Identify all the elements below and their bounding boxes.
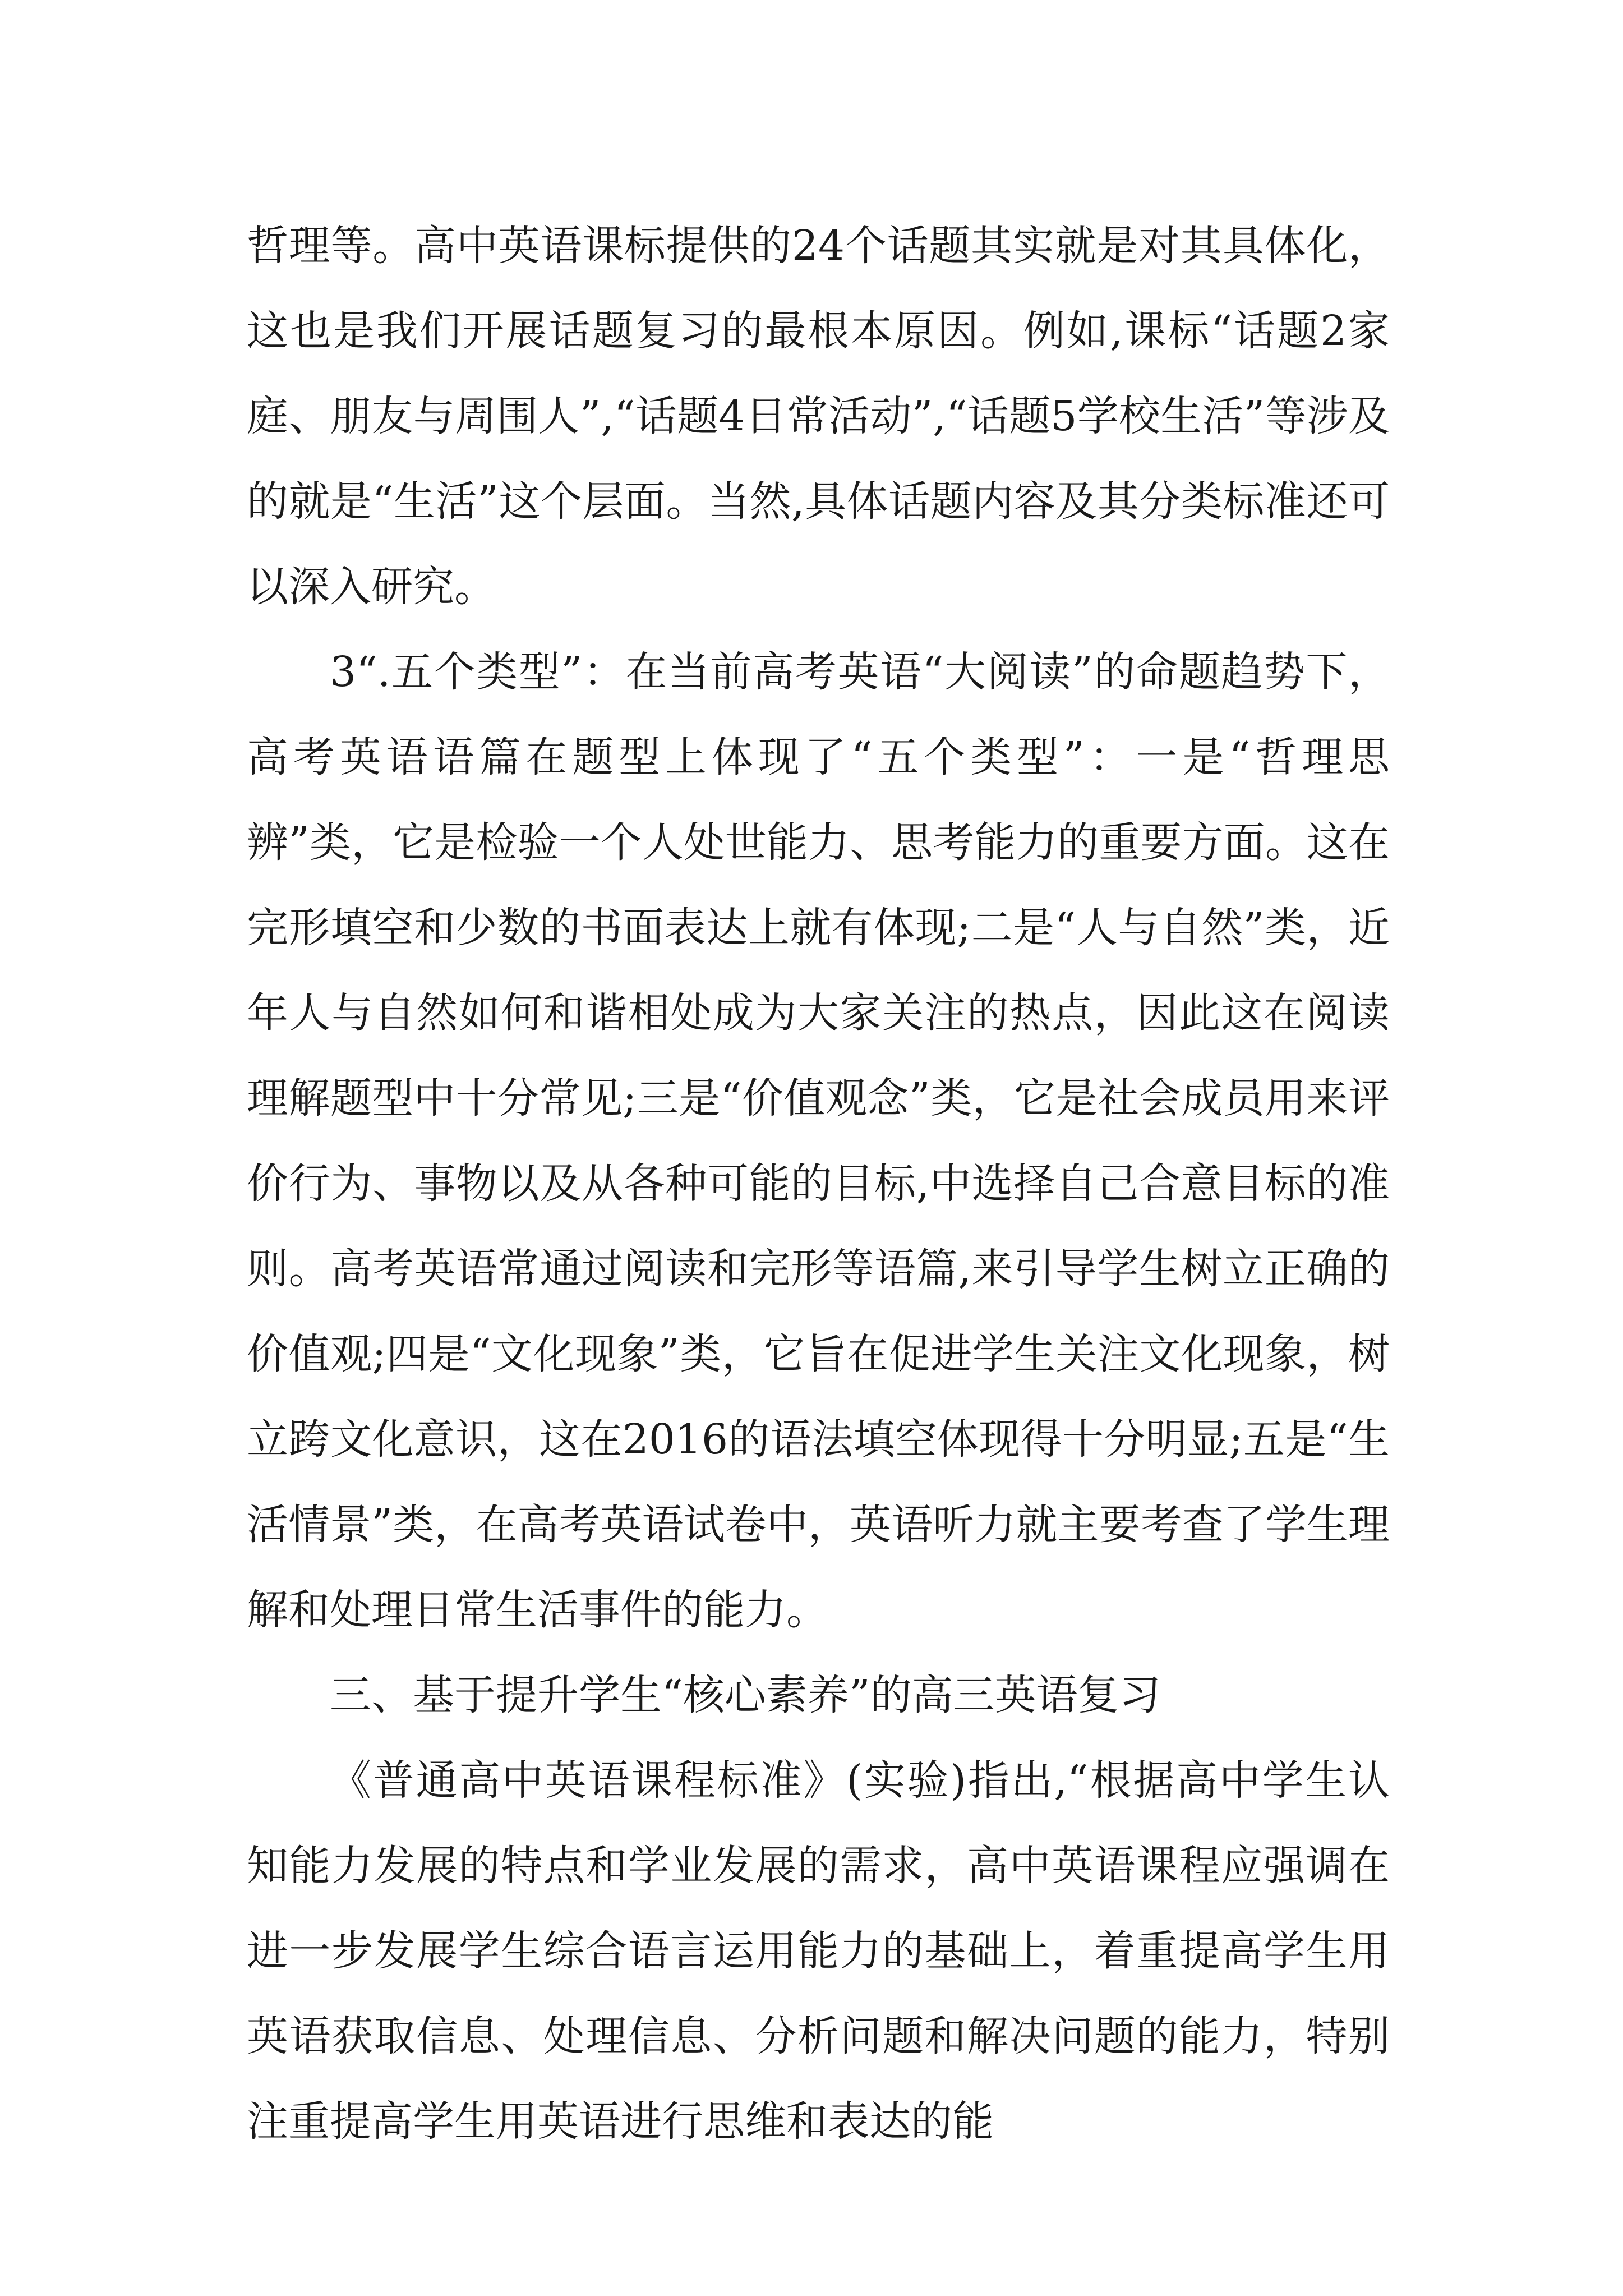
paragraph-topics: 哲理等。高中英语课标提供的24个话题其实就是对其具体化，这也是我们开展话题复习的最根本原因。例如,课标“话题2家庭、朋友与周围人”,“话题4日常活动”,“话题5学校生活”等涉及的就是“生活”这个层面。当然,具体话题内容及其分类标准还可以深入研究。 <box>247 222 1390 611</box>
paragraph-five-types: 3“.五个类型”：在当前高考英语“大阅读”的命题趋势下，高考英语语篇在题型上体现了“五个类型”：一是“哲理思辨”类，它是检验一个人处世能力、思考能力的重要方面。这在完形填空和少数的书面表达上就有体现;二是“人与自然”类，近年人与自然如何和谐相处成为大家关注的热点，因此这在阅读理解题型中十分常见;三是“价值观念”类，它是社会成员用来评价行为、事物以及从各种可能的目标,中选择自己合意目标的准则。高考英语常通过阅读和完形等语篇,来引导学生树立正确的价值观;四是“文化现象”类，它旨在促进学生关注文化现象，树立跨文化意识，这在2016的语法填空体现得十分明显;五是“生活情景”类，在高考英语试卷中，英语听力就主要考查了学生理解和处理日常生活事件的能力。 <box>247 648 1390 1634</box>
body-text <box>247 203 1390 2164</box>
paragraph-curriculum-standard: 《普通高中英语课程标准》(实验)指出,“根据高中学生认知能力发展的特点和学业发展的需求，高中英语课程应强调在进一步发展学生综合语言运用能力的基础上，着重提高学生用英语获取信息、处理信息、分析问题和解决问题的能力，特别注重提高学生用英语进行思维和表达的能 <box>247 1756 1390 2146</box>
section-heading: 三、基于提升学生“核心素养”的高三英语复习 <box>330 1671 1161 1719</box>
